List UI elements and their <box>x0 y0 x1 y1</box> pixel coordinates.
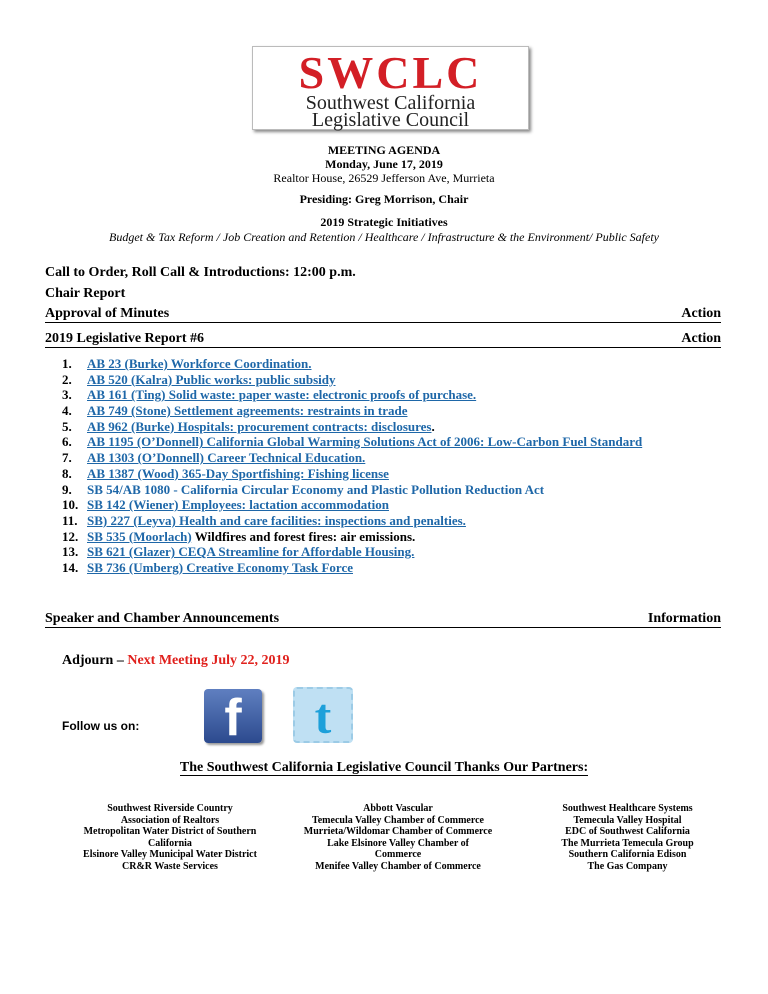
meeting-date: Monday, June 17, 2019 <box>325 157 443 171</box>
initiatives-list: Budget & Tax Reform / Job Creation and Retention / Healthcare / Infrastructure & the Environment/ Public Safety <box>108 230 660 244</box>
adjourn-label: Adjourn – <box>62 653 128 668</box>
presiding: Presiding: Greg Morrison, Chair <box>299 192 469 206</box>
bill-link[interactable]: AB 1387 (Wood) 365-Day Sportfishing: Fishing license <box>87 465 389 481</box>
call-to-order: Call to Order, Roll Call & Introductions: 12:00 p.m. <box>45 265 356 280</box>
bill-link[interactable]: AB 749 (Stone) Settlement agreements: restraints in trade <box>87 403 408 419</box>
list-item: 11. SB) 227 (Leyva) Health and care facilities: inspections and penalties. <box>62 512 466 528</box>
list-item: 4. AB 749 (Stone) Settlement agreements: restraints in trade <box>62 403 408 419</box>
bill-link[interactable]: SB 142 (Wiener) Employees: lactation accommodation <box>87 497 389 513</box>
legislative-report <box>45 331 721 348</box>
swclc-logo <box>252 46 529 130</box>
list-item: 1. AB 23 (Burke) Workforce Coordination. <box>62 356 312 371</box>
list-item: 3. AB 161 (Ting) Solid waste: paper waste: electronic proofs of purchase. <box>62 387 477 403</box>
bill-link[interactable]: SB 54/AB 1080 - California Circular Economy and Plastic Pollution Reduction Act <box>87 481 545 497</box>
list-item: 6. AB 1195 (O’Donnell) California Global Warming Solutions Act of 2006: Low-Carbon Fuel Standard <box>62 434 643 450</box>
list-item: 14. SB 736 (Umberg) Creative Economy Task Force <box>62 559 353 575</box>
report-action: Action <box>681 331 721 346</box>
minutes-action: Action <box>681 306 721 321</box>
bill-list <box>62 356 642 576</box>
logo-line-2: Legislative Council <box>311 109 470 131</box>
partners-column-3: Southwest Healthcare Systems Temecula Valley Hospital EDC of Southwest California The Murrieta Temecula Group Southern California Edison The Gas Company <box>561 803 694 872</box>
list-item: 5. AB 962 (Burke) Hospitals: procurement contracts: disclosures. <box>62 418 435 434</box>
bill-link[interactable]: AB 520 (Kalra) Public works: public subsidy <box>87 371 336 387</box>
partners-column-1: Southwest Riverside Country Association of Realtors Metropolitan Water District of Southern California Elsinore Valley Municipal Water District CR&R Waste Services <box>83 803 257 872</box>
list-item: 2. AB 520 (Kalra) Public works: public subsidy <box>62 371 336 387</box>
logo-acronym: SWCLC <box>298 47 483 98</box>
minutes-label: Approval of Minutes <box>45 306 170 321</box>
approval-of-minutes <box>45 306 721 323</box>
bill-link[interactable]: SB 736 (Umberg) Creative Economy Task Force <box>87 559 353 575</box>
bill-link[interactable]: SB 535 (Moorlach) <box>87 528 192 544</box>
list-item: 9. SB 54/AB 1080 - California Circular Economy and Plastic Pollution Reduction Act <box>62 481 545 497</box>
partners-column-2: Abbott Vascular Temecula Valley Chamber of Commerce Murrieta/Wildomar Chamber of Commerce Lake Elsinore Valley Chamber of Commerce Menifee Valley Chamber of Commerce <box>303 803 493 872</box>
list-item: 8. AB 1387 (Wood) 365-Day Sportfishing: Fishing license <box>62 465 389 481</box>
bill-link[interactable]: AB 962 (Burke) Hospitals: procurement contracts: disclosures <box>87 418 432 434</box>
twitter-icon[interactable]: t <box>293 687 353 743</box>
facebook-icon[interactable]: f <box>204 689 262 743</box>
list-item: 7. AB 1303 (O’Donnell) Career Technical Education. <box>62 450 366 466</box>
logo-line-1: Southwest California <box>305 92 476 114</box>
initiatives-title: 2019 Strategic Initiatives <box>320 215 448 229</box>
chair-report: Chair Report <box>45 286 126 301</box>
follow-us-label: Follow us on: <box>62 719 140 733</box>
bill-link[interactable]: AB 1303 (O’Donnell) Career Technical Education. <box>87 450 366 466</box>
report-label: 2019 Legislative Report #6 <box>45 331 205 346</box>
bill-link[interactable]: AB 161 (Ting) Solid waste: paper waste: electronic proofs of purchase. <box>87 387 477 403</box>
partners-heading: The Southwest California Legislative Council Thanks Our Partners: <box>179 760 589 775</box>
speaker-label: Speaker and Chamber Announcements <box>45 611 280 626</box>
list-item: 13. SB 621 (Glazer) CEQA Streamline for Affordable Housing. <box>62 544 415 560</box>
bill-link[interactable]: SB) 227 (Leyva) Health and care facilities: inspections and penalties. <box>87 512 466 528</box>
bill-link[interactable]: AB 23 (Burke) Workforce Coordination. <box>87 356 312 371</box>
next-meeting: Next Meeting July 22, 2019 <box>127 653 290 668</box>
agenda-title: MEETING AGENDA <box>327 143 441 157</box>
bill-link[interactable]: SB 621 (Glazer) CEQA Streamline for Affordable Housing. <box>87 544 415 560</box>
bill-link[interactable]: AB 1195 (O’Donnell) California Global Warming Solutions Act of 2006: Low-Carbon Fuel Standard <box>87 434 643 450</box>
speaker-announcements <box>45 611 721 628</box>
list-item: 10. SB 142 (Wiener) Employees: lactation accommodation <box>62 497 389 513</box>
list-item: 12. SB 535 (Moorlach) Wildfires and forest fires: air emissions. <box>62 528 416 544</box>
speaker-action: Information <box>647 611 721 626</box>
adjourn <box>62 653 290 669</box>
meeting-location: Realtor House, 26529 Jefferson Ave, Murrieta <box>273 171 495 185</box>
